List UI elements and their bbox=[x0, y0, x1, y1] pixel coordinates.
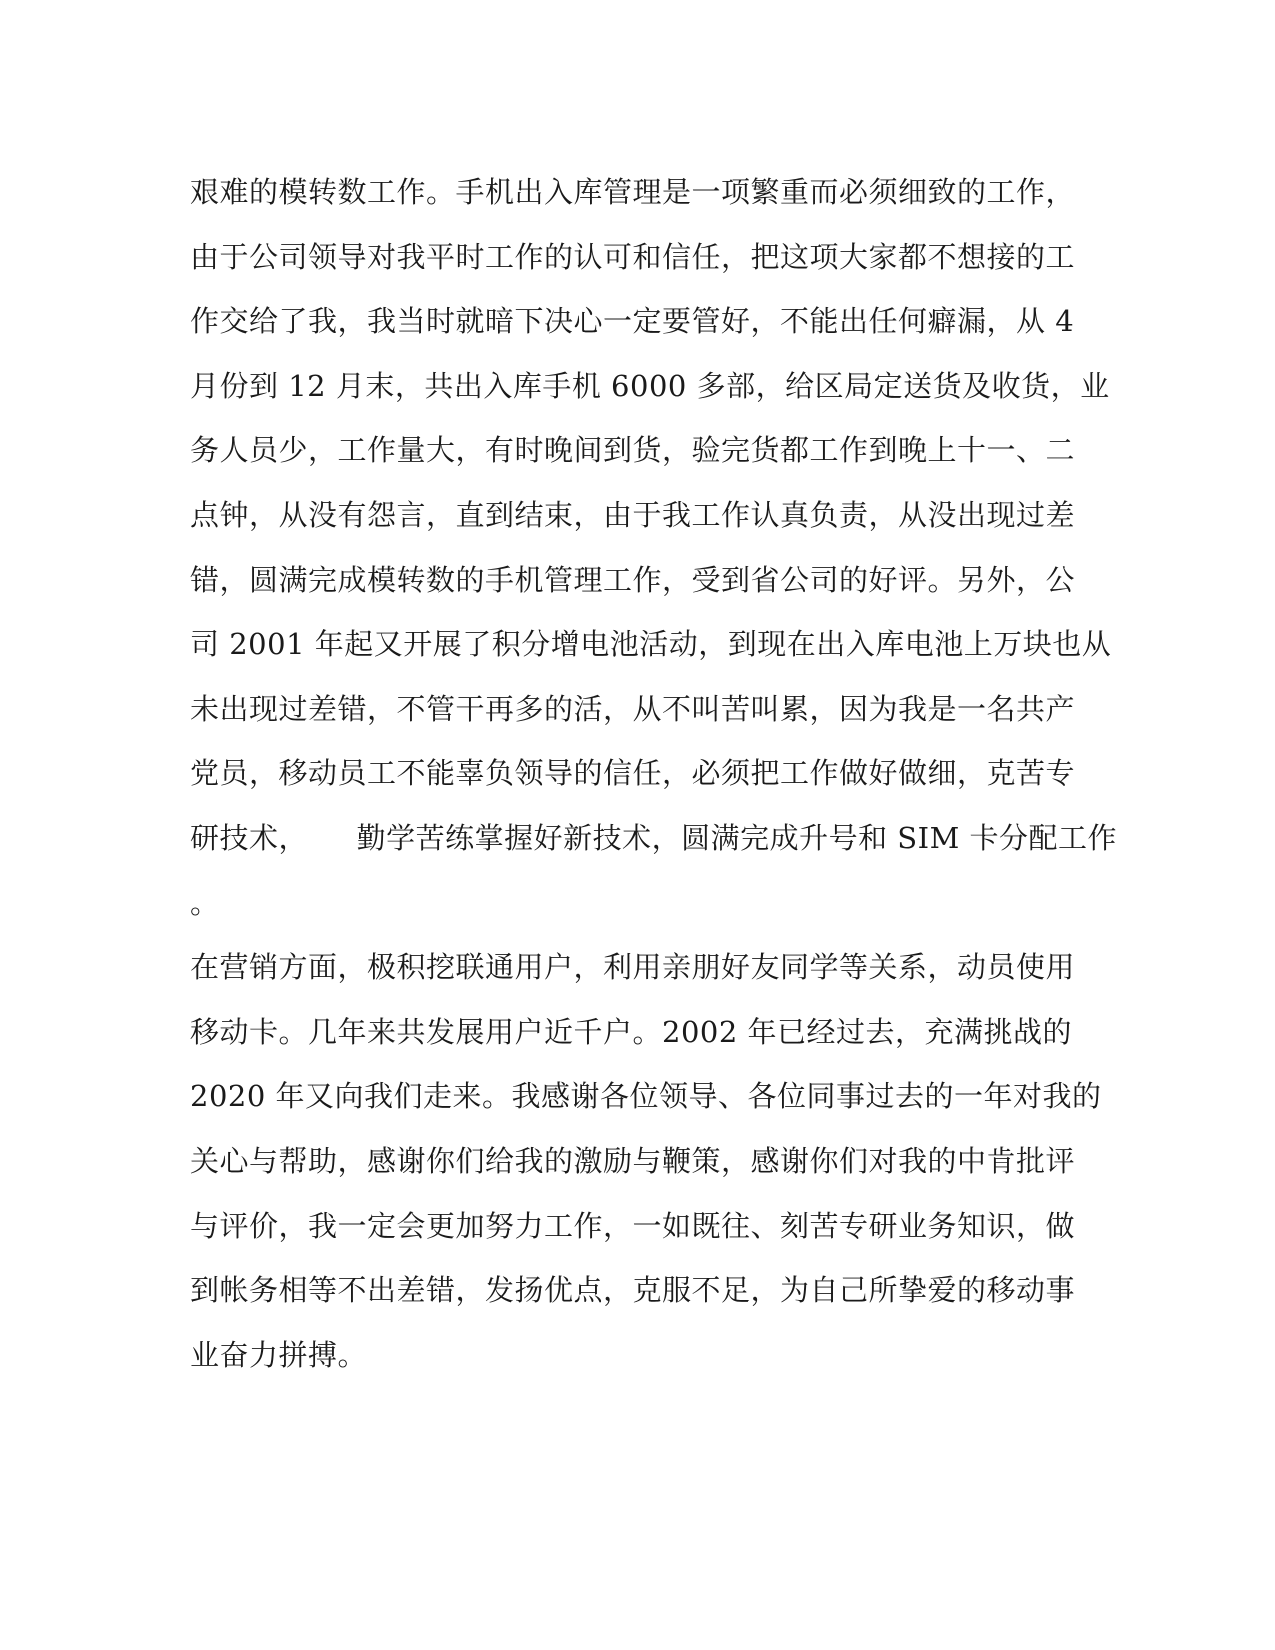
text-line: 点钟，从没有怨言，直到结束，由于我工作认真负责，从没出现过差 bbox=[190, 497, 1076, 532]
text-line: 月份到 12 月末，共出入库手机 6000 多部，给区局定送货及收货，业 bbox=[190, 368, 1110, 403]
text-line: 移动卡。几年来共发展用户近千户。2002 年已经过去，充满挑战的 bbox=[190, 1014, 1073, 1049]
text-line: 在营销方面，极积挖联通用户，利用亲朋好友同学等关系，动员使用 bbox=[190, 950, 1076, 985]
text-line: 艰难的模转数工作。手机出入库管理是一项繁重而必须细致的工作， bbox=[190, 175, 1076, 209]
text-line: 未出现过差错，不管干再多的活，从不叫苦叫累，因为我是一名共产 bbox=[190, 691, 1076, 726]
text-line: 作交给了我，我当时就暗下决心一定要管好，不能出任何癖漏，从 4 bbox=[190, 304, 1075, 339]
text-line: 错，圆满完成模转数的手机管理工作，受到省公司的好评。另外，公 bbox=[190, 562, 1076, 597]
document-body bbox=[190, 160, 1118, 1387]
text-line: 务人员少，工作量大，有时晚间到货，验完货都工作到晚上十一、二 bbox=[190, 433, 1076, 468]
text-line: 关心与帮助，感谢你们给我的激励与鞭策，感谢你们对我的中肯批评 bbox=[190, 1143, 1076, 1178]
text-line: 由于公司领导对我平时工作的认可和信任，把这项大家都不想接的工 bbox=[190, 239, 1076, 274]
text-line: 。 bbox=[190, 885, 220, 920]
text-line: 到帐务相等不出差错，发扬优点，克服不足，为自己所挚爱的移动事 bbox=[190, 1273, 1076, 1308]
text-line: 研技术， 勤学苦练掌握好新技术，圆满完成升号和 SIM 卡分配工作 bbox=[190, 820, 1118, 855]
text-line: 业奋力拼搏。 bbox=[190, 1337, 368, 1372]
text-line: 2020 年又向我们走来。我感谢各位领导、各位同事过去的一年对我的 bbox=[190, 1079, 1102, 1114]
text-line: 司 2001 年起又开展了积分增电池活动，到现在出入库电池上万块也从 bbox=[190, 627, 1112, 662]
text-line: 党员，移动员工不能辜负领导的信任，必须把工作做好做细，克苦专 bbox=[190, 756, 1076, 791]
text-line: 与评价，我一定会更加努力工作，一如既往、刻苦专研业务知识，做 bbox=[190, 1208, 1076, 1243]
